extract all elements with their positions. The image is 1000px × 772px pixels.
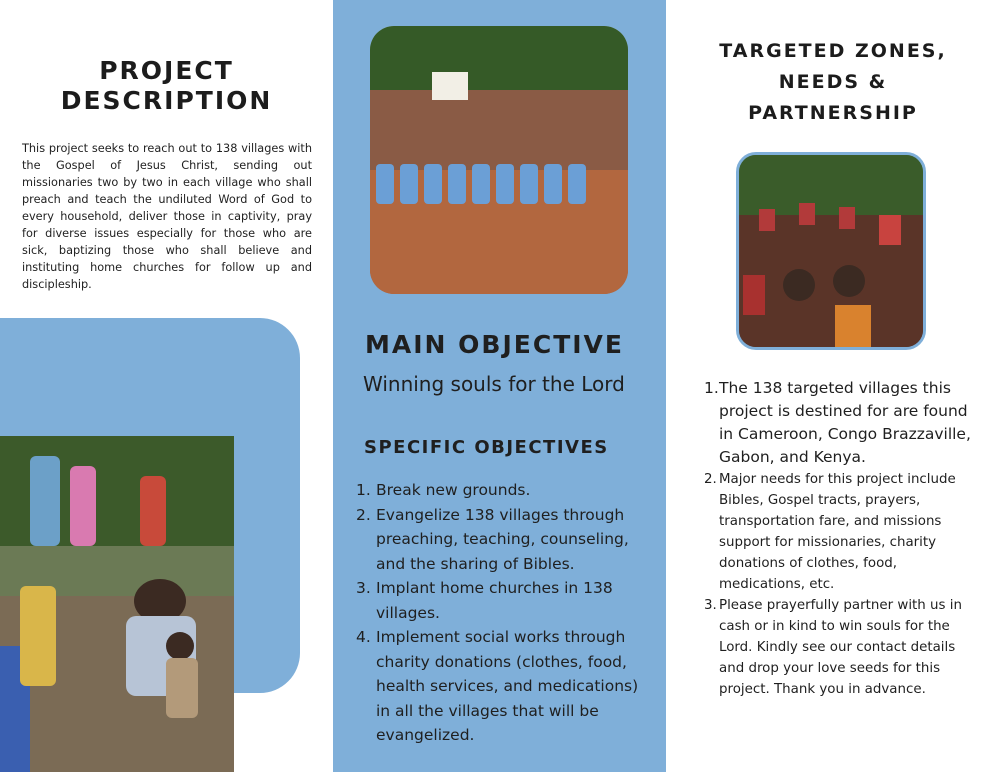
main-objective-text: Winning souls for the Lord: [363, 372, 625, 396]
list-text: Implement social works through charity donations (clothes, food, health services, and medications) in all the villages that will be evangelized.: [376, 628, 639, 744]
list-number: 1.: [356, 481, 371, 499]
list-text: Implant home churches in 138 villages.: [376, 579, 613, 622]
list-number: 4.: [356, 628, 371, 646]
list-item: [356, 478, 648, 503]
list-text: Please prayerfully partner with us in cash or in kind to win souls for the Lord. Kindly see our contact details and drop your love seeds for this project. Thank you in advance.: [719, 598, 962, 697]
main-objective-heading: MAIN OBJECTIVE: [365, 330, 624, 359]
baptism-scene-illustration: [0, 436, 234, 772]
list-text: Break new grounds.: [376, 481, 531, 499]
specific-objectives-list: [356, 478, 648, 748]
bibles-photo: [736, 152, 926, 350]
crowd-scene-illustration: [370, 26, 628, 294]
list-item: [704, 469, 976, 595]
list-item: [704, 377, 976, 469]
list-number: 1.: [704, 379, 719, 397]
list-text: Major needs for this project include Bibles, Gospel tracts, prayers, transportation fare, and missions support for missionaries, charity donations of clothes, food, medications, etc.: [719, 472, 956, 592]
list-text: Evangelize 138 villages through preaching, teaching, counseling, and the sharing of Bibles.: [376, 505, 629, 573]
list-text: The 138 targeted villages this project is destined for are found in Cameroon, Congo Brazzaville, Gabon, and Kenya.: [719, 379, 971, 466]
project-description-heading: PROJECT DESCRIPTION: [60, 56, 273, 115]
list-item: [704, 595, 976, 700]
list-item: [356, 503, 648, 577]
list-number: 3.: [704, 598, 717, 613]
list-item: [356, 625, 648, 748]
targeted-zones-list: [704, 377, 976, 700]
list-item: [356, 576, 648, 625]
targeted-zones-heading: TARGETED ZONES, NEEDS & PARTNERSHIP: [719, 40, 947, 124]
crowd-photo: [370, 26, 628, 294]
specific-objectives-heading: SPECIFIC OBJECTIVES: [364, 437, 609, 458]
list-number: 3.: [356, 579, 371, 597]
list-number: 2.: [704, 472, 717, 487]
baptism-photo: [0, 436, 234, 772]
project-description-text: This project seeks to reach out to 138 villages with the Gospel of Jesus Christ, sending out missionaries two by two in each village who shall preach and teach the undiluted Word of God to every household, deliver those in captivity, pray for diverse issues especially for those who are sick, baptizing those who shall believe and instituting home churches for follow up and discipleship.: [22, 142, 312, 291]
bibles-scene-illustration: [739, 155, 923, 347]
list-number: 2.: [356, 505, 371, 524]
